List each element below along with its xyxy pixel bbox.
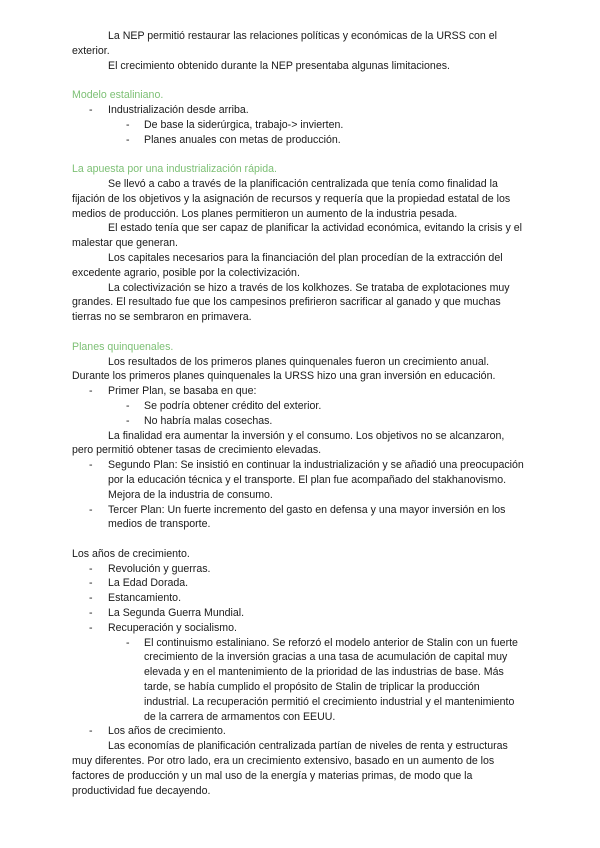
list-item: - Segundo Plan: Se insistió en continuar la industrialización y se añadió una preocupación por la educación técnica y el transporte. El plan fue acompañado del stakhanovismo. Mejora de la industria de consumo. [89, 459, 524, 501]
list-item: - La Segunda Guerra Mundial. [89, 607, 245, 620]
list-item: - Estancamiento. [89, 592, 182, 605]
section-heading-modelo-estaliniano: Modelo estaliniano. [72, 89, 164, 102]
intro-paragraph-1: La NEP permitió restaurar las relaciones políticas y económicas de la URSS con el exterior. [72, 30, 498, 57]
paragraph: La finalidad era aumentar la inversión y el consumo. Los objetivos no se alcanzaron, pero permitió obtener tasas de crecimiento elevadas. [72, 429, 505, 457]
list-subitem: - No habría malas cosechas. [126, 414, 273, 427]
bullet-dash: - [126, 414, 130, 427]
bullet-dash: - [89, 503, 93, 516]
list-subitem: - El continuismo estaliniano. Se reforzó el modelo anterior de Stalin con un fuerte crecimiento de la inversión gracias a una tasa de acumulación de capital muy elevada y en el mantenimiento de la prioridad de las industrias de base. Más tarde, se había cumplido el propósito de Stalin de triplicar la producción industrial. La recuperación permitió el crecimiento industrial y el mantenimiento de la carrera de armamentos con EEUU. [126, 636, 518, 723]
bullet-dash: - [89, 562, 93, 575]
bullet-dash: - [126, 636, 130, 649]
bullet-dash: - [126, 399, 130, 412]
list-item: - Tercer Plan: Un fuerte incremento del gasto en defensa y una mayor inversión en los medios de transporte. [89, 503, 506, 531]
paragraph: El estado tenía que ser capaz de planificar la actividad económica, evitando la crisis y el malestar que generan. [72, 222, 522, 250]
paragraph: Los capitales necesarios para la financiación del plan procedían de la extracción del excedente agrario, posible por la colectivización. [72, 251, 503, 279]
bullet-dash: - [89, 725, 93, 738]
list-item: - Revolución y guerras. [89, 562, 211, 575]
bullet-dash: - [126, 118, 130, 131]
bullet-dash: - [89, 577, 93, 590]
bullet-dash: - [89, 459, 93, 472]
paragraph: La colectivización se hizo a través de los kolkhozes. Se trataba de explotaciones muy grandes. El resultado fue que los campesinos prefirieron sacrificar al ganado y que muchas tierras no se sembraron en primavera. [72, 281, 510, 324]
document-page [72, 29, 524, 798]
list-subitem: - Se podría obtener crédito del exterior. [126, 399, 322, 412]
section-heading-anos-crecimiento: Los años de crecimiento. [72, 547, 190, 560]
paragraph: Se llevó a cabo a través de la planificación centralizada que tenía como finalidad la fijación de los objetivos y la asignación de recursos y requería que la propiedad estatal de los medios de producción. Los planes permitieron un aumento de la industria pesada. [72, 177, 511, 220]
list-item: - Primer Plan, se basaba en que: [89, 385, 257, 398]
intro-paragraph-2: El crecimiento obtenido durante la NEP presentaba algunas limitaciones. [108, 59, 450, 72]
bullet-dash: - [89, 385, 93, 398]
list-item: - Recuperación y socialismo. [89, 621, 237, 634]
section-heading-industrializacion: La apuesta por una industrialización rápida. [72, 163, 277, 176]
section-heading-planes-quinquenales: Planes quinquenales. [72, 340, 174, 353]
bullet-dash: - [89, 592, 93, 605]
bullet-dash: - [89, 621, 93, 634]
list-item: - Los años de crecimiento. [89, 725, 226, 738]
closing-paragraph: Las economías de planificación centralizada partían de niveles de renta y estructuras muy diferentes. Por otro lado, era un crecimiento extensivo, basado en un aumento de los factores de producción y un mal uso de la energía y materias primas, de modo que la productividad fue decayendo. [72, 740, 508, 797]
bullet-dash: - [89, 103, 93, 116]
list-item: - La Edad Dorada. [89, 577, 189, 590]
list-subitem: - Planes anuales con metas de producción. [126, 133, 341, 146]
paragraph: Los resultados de los primeros planes quinquenales fueron un crecimiento anual. Durante los primeros planes quinquenales la URSS hizo una gran inversión en educación. [72, 355, 496, 383]
bullet-dash: - [89, 607, 93, 620]
bullet-dash: - [126, 133, 130, 146]
list-item: - Industrialización desde arriba. [89, 103, 249, 116]
list-subitem: - De base la siderúrgica, trabajo-> invierten. [126, 118, 344, 131]
